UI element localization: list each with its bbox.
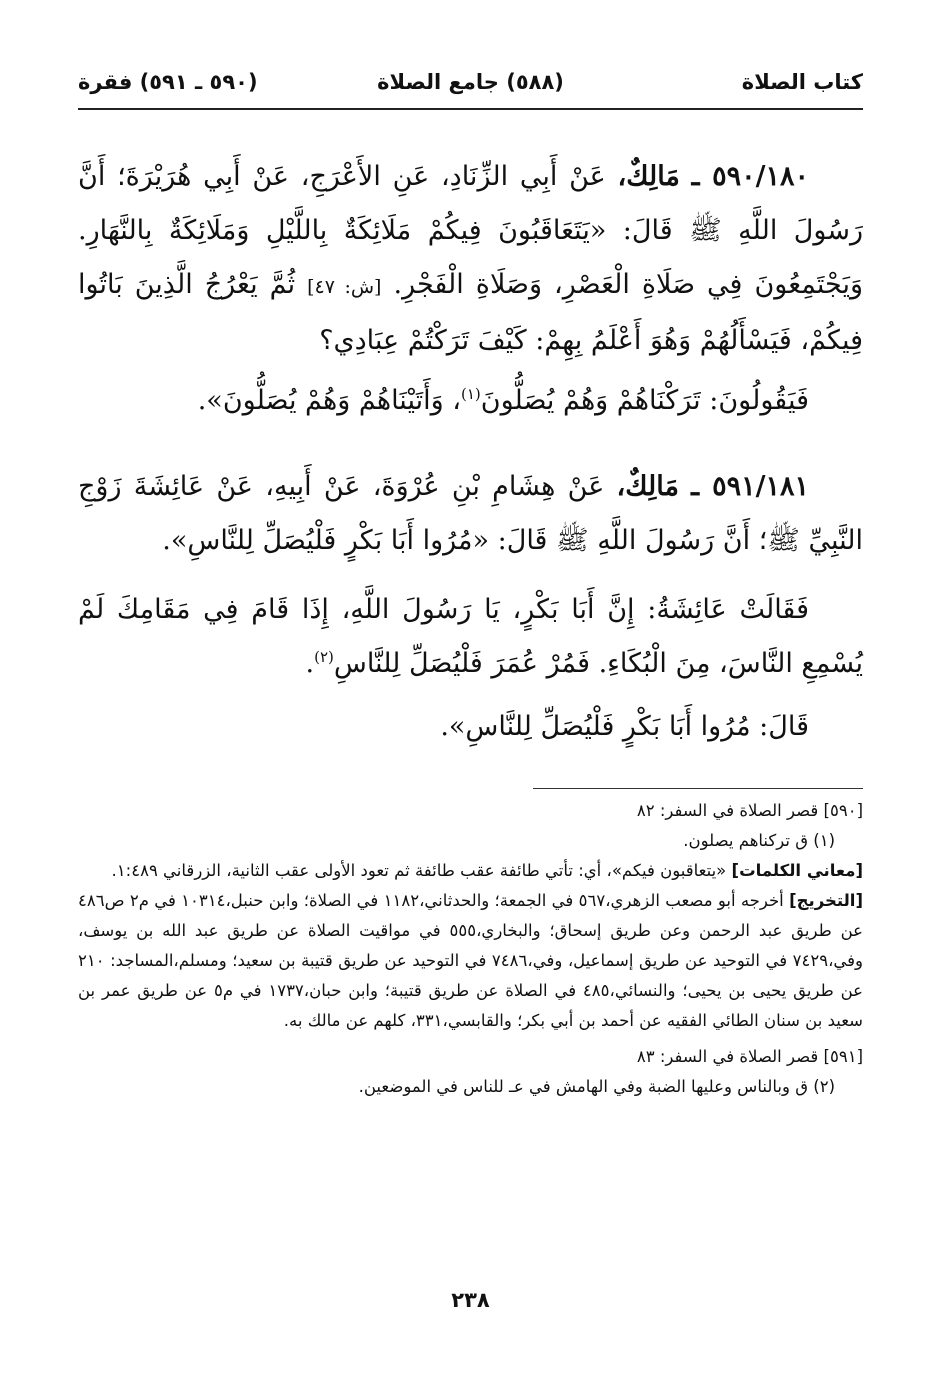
page-marker: [ش: ٤٧] (307, 276, 382, 298)
takhrij-footnote (78, 886, 863, 1036)
hadith-591-text-b: فَقَالَتْ عَائِشَةُ: إِنَّ أَبَا بَكْرٍ، يَا رَسُولَ اللَّهِ، إِذَا قَامَ فِي مَقَامِكَ لَمْ يُسْمِعِ النَّاسَ، مِنَ الْبُكَاءِ. فَمُرْ عُمَرَ فَلْيُصَلِّ لِلنَّاسِ (78, 594, 863, 679)
footnote-1: (١) ق تركناهم يصلون. (683, 831, 835, 850)
hadith-590-paragraph (78, 150, 863, 368)
header-divider (78, 108, 863, 110)
footnote-divider (533, 788, 863, 789)
footnote-ref-1[interactable]: (١) (460, 385, 481, 403)
hadith-591-text-b-end: . (305, 648, 315, 679)
hadith-591-paragraph (78, 460, 863, 568)
hadith-590-number: ٥٩٠/١٨٠ ـ (691, 161, 809, 192)
aisha-statement (78, 583, 863, 691)
footnote-2: (٢) ق وبالناس وعليها الضبة وفي الهامش في عـ للناس في الموضعين. (358, 1077, 835, 1096)
hadith-590-text-d: ، وَأَتَيْنَاهُمْ وَهُمْ يُصَلُّونَ». (197, 385, 461, 416)
hadith-591-text-a: عَنْ هِشَامِ بْنِ عُرْوَةَ، عَنْ أَبِيهِ، عَنْ عَائِشَةَ زَوْجِ النَّبِيِّ ﷺ؛ أَنَّ رَسُولَ اللَّهِ ﷺ قَالَ: «مُرُوا أَبَا بَكْرٍ فَلْيُصَلِّ لِلنَّاسِ». (78, 471, 863, 556)
book-title: كتاب الصلاة (741, 70, 863, 94)
footnote-ref-590: [٥٩٠] قصر الصلاة في السفر: ٨٢ (636, 801, 863, 820)
takhrij-text: أخرجه أبو مصعب الزهري،٥٦٧ في الجمعة؛ والحدثاني،١١٨٢ في الصلاة؛ وابن حنبل،١٠٣١٤ في م٢ ص٤٨٦ عن طريق عبد الرحمن وعن طريق إسحاق؛ والبخاري،٥٥٥ في مواقيت الصلاة عن طريق عبد الله بن يوسف، وفي،٧٤٢٩ في التوحيد عن طريق إسماعيل، وفي،٧٤٨٦ في التوحيد عن طريق قتيبة بن سعيد؛ ومسلم،المساجد: ٢١٠ عن طريق يحيى بن يحيى؛ والنسائي،٤٨٥ في الصلاة عن طريق قتيبة؛ وابن حبان،١٧٣٧ في م٥ عن طريق عمر بن سعيد بن سنان الطائي الفقيه عن أحمد بن أبي بكر؛ والقابسي،٣٣١، كلهم عن مالك به. (78, 891, 863, 1030)
takhrij-label: [التخريج] (789, 891, 863, 910)
prophet-reply (78, 700, 863, 754)
hadith-591-text-c: قَالَ: مُرُوا أَبَا بَكْرٍ فَلْيُصَلِّ لِلنَّاسِ». (440, 711, 809, 742)
footnote-ref-591: [٥٩١] قصر الصلاة في السفر: ٨٣ (636, 1047, 863, 1066)
hadith-591-number: ٥٩١/١٨١ ـ (691, 471, 809, 502)
hadith-590-reply (78, 374, 863, 428)
footnotes (78, 796, 863, 1102)
hadith-591-narrator: مَالِكٌ، (616, 471, 679, 502)
hadith-590-text-c: فَيَقُولُونَ: تَرَكْنَاهُمْ وَهُمْ يُصَلُّونَ (480, 385, 809, 416)
footnote-ref-2[interactable]: (٢) (314, 648, 334, 666)
maani-text: «يتعاقبون فيكم»، أي: تأتي طائفة عقب طائفة ثم تعود الأولى عقب الثانية، الزرقاني ١:٤٨٩. (111, 861, 727, 880)
hadith-590-narrator: مَالِكٌ، (617, 161, 680, 192)
page-number: ٢٣٨ (451, 1288, 490, 1312)
running-header (78, 64, 863, 104)
section-title: (٥٨٨) جامع الصلاة (377, 70, 564, 94)
paragraph-range: (٥٩٠ ـ ٥٩١) فقرة (78, 70, 258, 94)
hadith-590-text-a: عَنْ أَبِي الزِّنَادِ، عَنِ الأَعْرَجِ، عَنْ أَبِي هُرَيْرَةَ؛ أَنَّ رَسُولَ اللَّهِ ﷺ قَالَ: «يَتَعَاقَبُونَ فِيكُمْ مَلَائِكَةٌ بِاللَّيْلِ وَمَلَائِكَةٌ بِالنَّهَارِ. وَيَجْتَمِعُونَ فِي صَلَاةِ الْعَصْرِ، وَصَلَاةِ الْفَجْرِ. (78, 161, 864, 300)
maani-footnote (78, 856, 863, 886)
hadith-590-text-b: ثُمَّ يَعْرُجُ الَّذِينَ بَاتُوا فِيكُمْ، فَيَسْأَلُهُمْ وَهُوَ أَعْلَمُ بِهِمْ: كَيْفَ تَرَكْتُمْ عِبَادِي؟ (78, 269, 863, 356)
maani-label: [معاني الكلمات] (731, 861, 863, 880)
